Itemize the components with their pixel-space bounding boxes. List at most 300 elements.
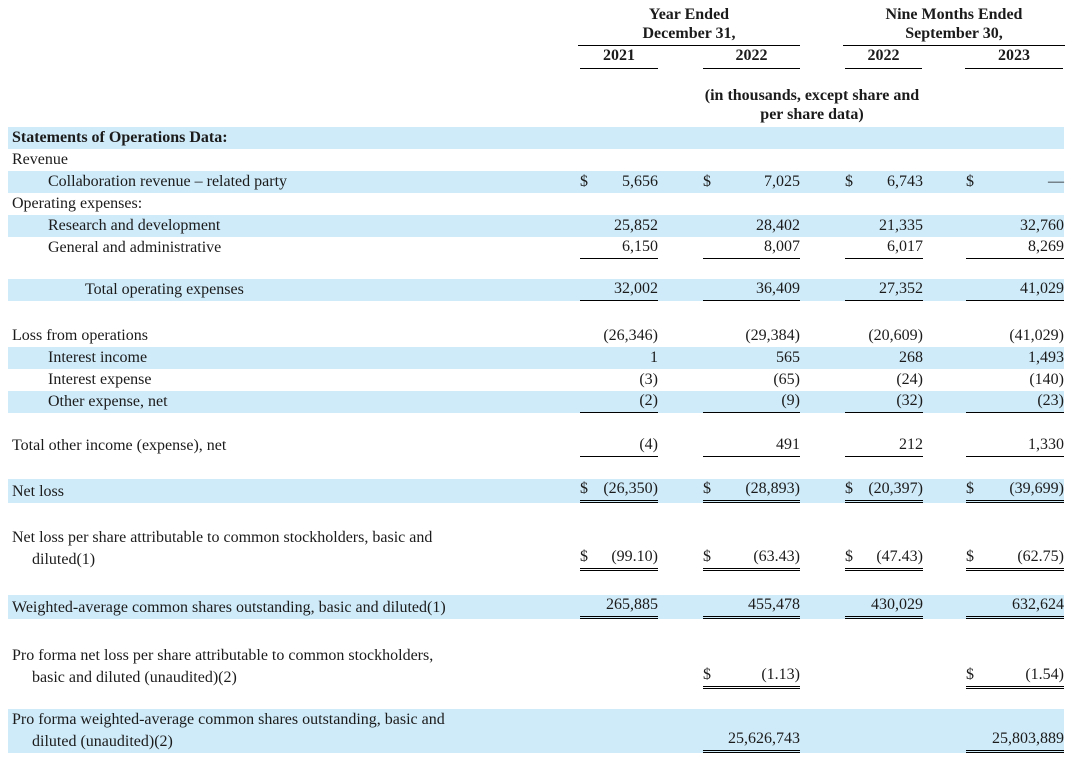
spacer-row xyxy=(8,571,1064,595)
value-cell xyxy=(845,325,923,347)
dollar-sign: $ xyxy=(580,480,588,497)
cell-value: (2) xyxy=(639,392,658,409)
value-cell xyxy=(703,127,800,149)
value-cell xyxy=(703,215,800,237)
value-wrap xyxy=(580,326,658,347)
cell-value: (140) xyxy=(1029,371,1064,388)
table-row xyxy=(8,325,1064,347)
column-gap xyxy=(800,193,845,215)
spacer-row xyxy=(8,301,1064,325)
value-cell xyxy=(580,279,658,301)
value-wrap xyxy=(966,370,1064,391)
value-cell xyxy=(580,595,658,619)
column-gap xyxy=(800,127,845,149)
row-label-line1: Net loss per share attributable to common stockholders, basic and xyxy=(12,529,433,546)
value-wrap xyxy=(703,326,800,347)
value-wrap xyxy=(580,391,658,413)
column-gap xyxy=(658,215,703,237)
table-row xyxy=(8,171,1064,193)
cell-value: (32) xyxy=(896,392,923,409)
table-row xyxy=(8,527,1064,571)
value-cell xyxy=(845,709,923,753)
spacer-row xyxy=(8,503,1064,527)
value-wrap xyxy=(703,479,800,503)
spacer-cell xyxy=(8,619,1064,645)
units-note-line2: per share data) xyxy=(760,106,864,123)
row-label xyxy=(8,709,580,753)
dollar-sign: $ xyxy=(966,548,974,565)
value-cell xyxy=(580,527,658,571)
value-cell xyxy=(966,279,1064,301)
value-cell xyxy=(845,237,923,259)
column-gap xyxy=(923,709,966,753)
value-wrap xyxy=(845,479,923,503)
year-header-col2: 2022 xyxy=(703,47,800,69)
value-wrap xyxy=(966,326,1064,347)
value-wrap xyxy=(845,595,923,619)
cell-value: 268 xyxy=(899,349,923,366)
column-gap xyxy=(800,347,845,369)
cell-value: 1 xyxy=(650,349,658,366)
column-gap xyxy=(923,215,966,237)
value-wrap xyxy=(703,665,800,689)
spacer-row xyxy=(8,689,1064,709)
value-cell xyxy=(845,193,923,215)
column-gap xyxy=(800,237,845,259)
dollar-sign: $ xyxy=(703,666,711,683)
value-cell xyxy=(580,391,658,413)
value-wrap xyxy=(845,370,923,391)
row-label xyxy=(8,237,580,259)
value-wrap xyxy=(966,237,1064,259)
value-cell xyxy=(580,171,658,193)
value-wrap xyxy=(845,391,923,413)
cell-value: 430,029 xyxy=(871,596,923,613)
value-wrap xyxy=(703,547,800,571)
value-wrap xyxy=(703,595,800,619)
value-wrap xyxy=(703,348,800,369)
column-gap xyxy=(923,479,966,503)
year-header-col3: 2022 xyxy=(845,47,922,69)
row-label-line1: Total other income (expense), net xyxy=(12,437,227,454)
row-label xyxy=(8,193,580,215)
value-cell xyxy=(703,279,800,301)
column-gap xyxy=(923,391,966,413)
value-wrap xyxy=(966,172,1064,193)
cell-value: (9) xyxy=(781,392,800,409)
value-wrap xyxy=(966,391,1064,413)
value-cell xyxy=(966,527,1064,571)
cell-value: 27,352 xyxy=(879,280,923,297)
cell-value: (47.43) xyxy=(876,548,923,565)
spacer-cell xyxy=(8,571,1064,595)
spacer-cell xyxy=(8,689,1064,709)
value-wrap xyxy=(845,435,923,457)
group-title-line1: Nine Months Ended xyxy=(885,6,1023,23)
cell-value: 455,478 xyxy=(748,596,800,613)
table-header xyxy=(0,0,1080,127)
row-label-line1: Revenue xyxy=(12,151,68,168)
column-gap xyxy=(923,149,966,171)
column-gap xyxy=(658,347,703,369)
row-label xyxy=(8,435,580,457)
row-label xyxy=(8,645,580,689)
value-cell xyxy=(703,435,800,457)
table-row xyxy=(8,127,1064,149)
column-gap xyxy=(658,237,703,259)
cell-value: 6,017 xyxy=(887,238,923,255)
value-cell xyxy=(580,709,658,753)
column-gap xyxy=(800,435,845,457)
table-row xyxy=(8,237,1064,259)
row-label-line1: Statements of Operations Data: xyxy=(12,129,228,146)
dollar-sign: $ xyxy=(580,548,588,565)
value-cell xyxy=(845,279,923,301)
value-wrap xyxy=(966,348,1064,369)
column-gap xyxy=(923,325,966,347)
value-cell xyxy=(845,347,923,369)
cell-value: (1.54) xyxy=(1025,666,1064,683)
cell-value: (28,893) xyxy=(745,480,800,497)
units-note-line1: (in thousands, except share and xyxy=(704,87,920,104)
column-gap xyxy=(658,645,703,689)
cell-value: (26,350) xyxy=(603,480,658,497)
column-gap xyxy=(923,435,966,457)
value-cell xyxy=(845,479,923,503)
table-row xyxy=(8,149,1064,171)
cell-value: 25,852 xyxy=(614,217,658,234)
value-cell xyxy=(966,171,1064,193)
cell-value: 1,493 xyxy=(1028,349,1064,366)
row-label xyxy=(8,171,580,193)
table-row xyxy=(8,709,1064,753)
cell-value: 8,007 xyxy=(764,238,800,255)
value-cell xyxy=(966,709,1064,753)
row-label-line1: Total operating expenses xyxy=(85,281,244,298)
spacer-cell xyxy=(8,503,1064,527)
table-row xyxy=(8,645,1064,689)
value-cell xyxy=(845,215,923,237)
value-wrap xyxy=(703,216,800,237)
dollar-sign: $ xyxy=(966,480,974,497)
row-label-line1: Collaboration revenue – related party xyxy=(48,173,288,190)
row-label-line1: Net loss xyxy=(12,483,64,500)
column-gap xyxy=(923,369,966,391)
value-wrap xyxy=(845,326,923,347)
row-label xyxy=(8,595,580,619)
dollar-sign: $ xyxy=(845,173,853,190)
row-label-line1: Interest expense xyxy=(48,371,152,388)
column-gap xyxy=(800,215,845,237)
value-wrap xyxy=(703,729,800,753)
year-header-col4: 2023 xyxy=(965,47,1063,69)
cell-value: 25,626,743 xyxy=(728,730,800,747)
cell-value: (24) xyxy=(896,371,923,388)
cell-value: (99.10) xyxy=(611,548,658,565)
value-cell xyxy=(703,645,800,689)
value-cell xyxy=(845,127,923,149)
value-cell xyxy=(966,127,1064,149)
value-cell xyxy=(845,149,923,171)
cell-value: 21,335 xyxy=(879,217,923,234)
value-wrap xyxy=(845,172,923,193)
value-cell xyxy=(703,709,800,753)
cell-value: 25,803,889 xyxy=(992,730,1064,747)
table-row xyxy=(8,347,1064,369)
column-gap xyxy=(658,369,703,391)
value-wrap xyxy=(966,595,1064,619)
value-cell xyxy=(580,435,658,457)
value-cell xyxy=(703,171,800,193)
value-wrap xyxy=(703,279,800,301)
value-cell xyxy=(966,193,1064,215)
value-cell xyxy=(845,595,923,619)
cell-value: (62.75) xyxy=(1017,548,1064,565)
cell-value: (1.13) xyxy=(761,666,800,683)
value-cell xyxy=(580,369,658,391)
value-cell xyxy=(703,149,800,171)
value-wrap xyxy=(580,547,658,571)
cell-value: (20,609) xyxy=(868,327,923,344)
value-wrap xyxy=(845,279,923,301)
value-cell xyxy=(580,237,658,259)
cell-value: 5,656 xyxy=(622,173,658,190)
value-wrap xyxy=(845,216,923,237)
row-label-line1: Pro forma net loss per share attributable to common stockholders, xyxy=(12,647,434,664)
value-cell xyxy=(966,391,1064,413)
cell-value: (20,397) xyxy=(868,480,923,497)
cell-value: 36,409 xyxy=(756,280,800,297)
column-gap xyxy=(800,325,845,347)
row-label-line1: Interest income xyxy=(48,349,148,366)
value-wrap xyxy=(580,237,658,259)
column-gap xyxy=(923,127,966,149)
row-label xyxy=(8,325,580,347)
column-gap xyxy=(800,595,845,619)
row-label-line1: Research and development xyxy=(48,217,221,234)
value-cell xyxy=(966,325,1064,347)
value-cell xyxy=(845,391,923,413)
column-gap xyxy=(658,709,703,753)
value-cell xyxy=(966,215,1064,237)
value-wrap xyxy=(966,729,1064,753)
value-wrap xyxy=(845,348,923,369)
dollar-sign: $ xyxy=(703,548,711,565)
row-label xyxy=(8,215,580,237)
value-cell xyxy=(703,347,800,369)
value-cell xyxy=(580,215,658,237)
value-cell xyxy=(966,369,1064,391)
value-cell xyxy=(580,347,658,369)
column-gap xyxy=(800,391,845,413)
column-gap xyxy=(658,391,703,413)
cell-value: (41,029) xyxy=(1009,327,1064,344)
table-body xyxy=(8,127,1064,753)
column-gap xyxy=(923,279,966,301)
value-cell xyxy=(966,237,1064,259)
row-label xyxy=(8,369,580,391)
spacer-row xyxy=(8,259,1064,279)
column-gap xyxy=(658,149,703,171)
value-cell xyxy=(580,149,658,171)
column-group-nine-months xyxy=(843,5,1065,46)
cell-value: (29,384) xyxy=(745,327,800,344)
value-wrap xyxy=(845,547,923,571)
column-gap xyxy=(800,171,845,193)
column-gap xyxy=(800,645,845,689)
cell-value: (63.43) xyxy=(753,548,800,565)
dollar-sign: $ xyxy=(845,480,853,497)
column-gap xyxy=(800,479,845,503)
cell-value: (65) xyxy=(773,371,800,388)
column-gap xyxy=(923,347,966,369)
value-cell xyxy=(703,237,800,259)
statements-table xyxy=(8,127,1064,753)
value-cell xyxy=(703,193,800,215)
value-cell xyxy=(966,645,1064,689)
value-wrap xyxy=(580,172,658,193)
table-row xyxy=(8,391,1064,413)
cell-value: 212 xyxy=(899,436,923,453)
cell-value: 41,029 xyxy=(1020,280,1064,297)
column-gap xyxy=(658,193,703,215)
row-label-line1: Operating expenses: xyxy=(12,195,143,212)
row-label-line1: Other expense, net xyxy=(48,393,168,410)
column-gap xyxy=(658,279,703,301)
value-cell xyxy=(580,645,658,689)
column-gap xyxy=(658,435,703,457)
value-wrap xyxy=(580,595,658,619)
row-label-line2: diluted(1) xyxy=(32,551,96,568)
group-title-line1: Year Ended xyxy=(648,6,730,23)
row-label-line2: diluted (unaudited)(2) xyxy=(32,733,173,750)
value-cell xyxy=(845,645,923,689)
column-gap xyxy=(800,527,845,571)
group-title-line2: December 31, xyxy=(642,25,736,42)
cell-value: 491 xyxy=(776,436,800,453)
dollar-sign: $ xyxy=(845,548,853,565)
value-wrap xyxy=(966,216,1064,237)
spacer-cell xyxy=(8,259,1064,279)
table-row xyxy=(8,279,1064,301)
column-gap xyxy=(923,645,966,689)
column-gap xyxy=(658,325,703,347)
row-label xyxy=(8,347,580,369)
spacer-cell xyxy=(8,457,1064,479)
value-cell xyxy=(703,479,800,503)
cell-value: 565 xyxy=(776,349,800,366)
dollar-sign: $ xyxy=(580,173,588,190)
value-wrap xyxy=(966,279,1064,301)
cell-value: 8,269 xyxy=(1028,238,1064,255)
value-cell xyxy=(966,149,1064,171)
cell-value: 1,330 xyxy=(1028,436,1064,453)
column-gap xyxy=(923,193,966,215)
value-cell xyxy=(966,435,1064,457)
value-wrap xyxy=(580,348,658,369)
table-row xyxy=(8,215,1064,237)
value-wrap xyxy=(703,172,800,193)
table-row xyxy=(8,369,1064,391)
column-gap xyxy=(800,279,845,301)
value-wrap xyxy=(580,479,658,503)
cell-value: 32,002 xyxy=(614,280,658,297)
value-cell xyxy=(845,435,923,457)
value-wrap xyxy=(703,370,800,391)
cell-value: 7,025 xyxy=(764,173,800,190)
column-gap xyxy=(800,369,845,391)
cell-value: 265,885 xyxy=(606,596,658,613)
value-wrap xyxy=(966,547,1064,571)
value-cell xyxy=(845,369,923,391)
cell-value: (3) xyxy=(639,371,658,388)
value-wrap xyxy=(580,435,658,457)
table-row xyxy=(8,595,1064,619)
spacer-row xyxy=(8,413,1064,435)
row-label xyxy=(8,479,580,503)
value-cell xyxy=(703,595,800,619)
value-cell xyxy=(580,479,658,503)
column-gap xyxy=(923,237,966,259)
section-title xyxy=(8,127,580,149)
column-group-year-ended xyxy=(578,5,800,46)
row-label xyxy=(8,149,580,171)
row-label-line1: General and administrative xyxy=(48,239,222,256)
value-wrap xyxy=(580,370,658,391)
dollar-sign: $ xyxy=(703,480,711,497)
row-label-line1: Loss from operations xyxy=(12,327,148,344)
value-wrap xyxy=(966,479,1064,503)
value-cell xyxy=(966,479,1064,503)
column-gap xyxy=(658,595,703,619)
spacer-row xyxy=(8,457,1064,479)
value-cell xyxy=(966,595,1064,619)
column-gap xyxy=(658,527,703,571)
row-label xyxy=(8,527,580,571)
cell-value: 6,743 xyxy=(887,173,923,190)
table-row xyxy=(8,193,1064,215)
value-cell xyxy=(845,171,923,193)
column-gap xyxy=(658,171,703,193)
row-label-line1: Weighted-average common shares outstanding, basic and diluted(1) xyxy=(12,599,446,616)
column-gap xyxy=(923,171,966,193)
column-gap xyxy=(800,149,845,171)
cell-value: (26,346) xyxy=(603,327,658,344)
value-wrap xyxy=(703,435,800,457)
value-wrap xyxy=(845,237,923,259)
table-row xyxy=(8,479,1064,503)
year-header-col1: 2021 xyxy=(580,47,658,69)
cell-value: 6,150 xyxy=(622,238,658,255)
units-note xyxy=(582,86,1042,124)
value-wrap xyxy=(703,237,800,259)
spacer-cell xyxy=(8,301,1064,325)
column-gap xyxy=(800,709,845,753)
value-cell xyxy=(703,391,800,413)
dollar-sign: $ xyxy=(966,173,974,190)
table-row xyxy=(8,435,1064,457)
dollar-sign: $ xyxy=(703,173,711,190)
group-title-line2: September 30, xyxy=(905,25,1003,42)
value-cell xyxy=(703,325,800,347)
column-gap xyxy=(923,595,966,619)
cell-value: (4) xyxy=(639,436,658,453)
row-label-line2: basic and diluted (unaudited)(2) xyxy=(32,669,237,686)
dollar-sign: $ xyxy=(966,666,974,683)
value-cell xyxy=(580,325,658,347)
value-cell xyxy=(703,369,800,391)
cell-value: 632,624 xyxy=(1012,596,1064,613)
